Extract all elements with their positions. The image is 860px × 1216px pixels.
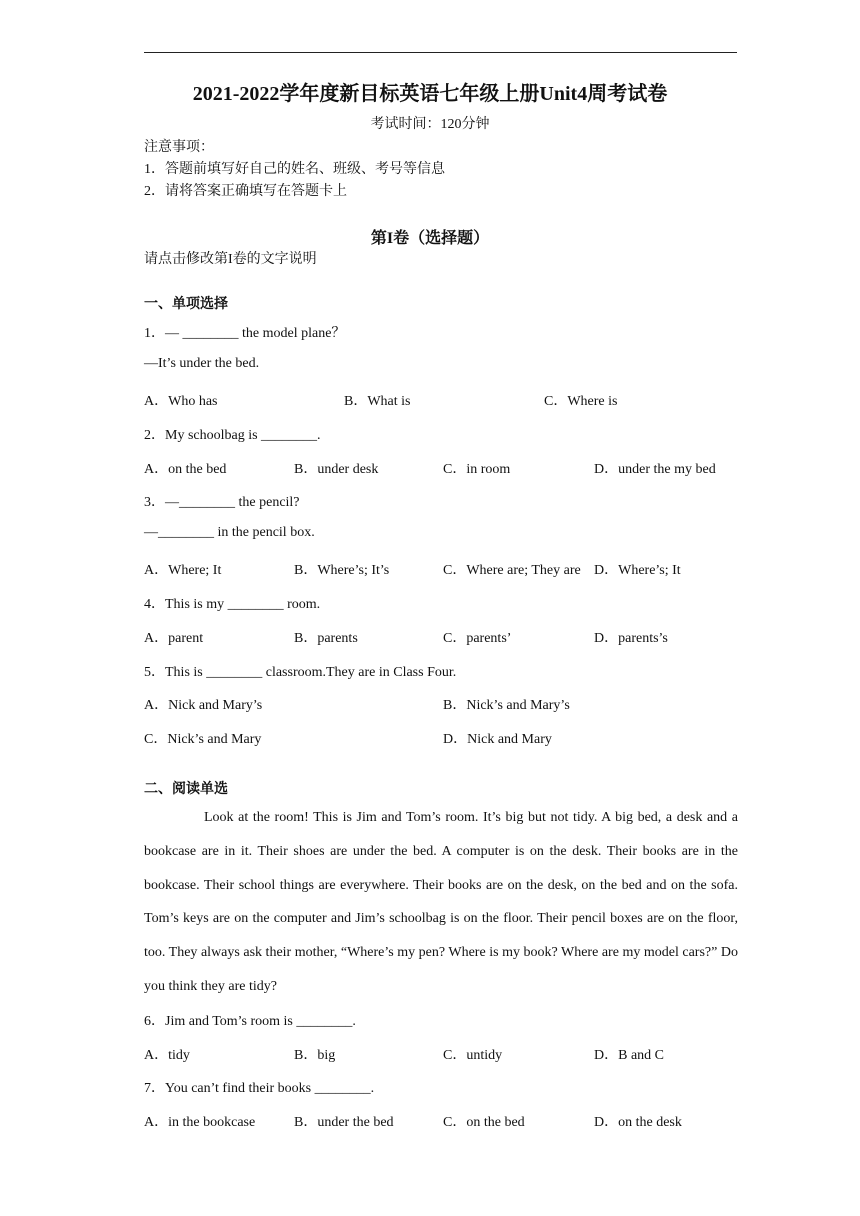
answer-option: B．Where’s; It’s (294, 563, 390, 578)
answer-option: D．Nick and Mary (443, 732, 552, 747)
answer-option: D．parents’s (594, 631, 668, 646)
question-stem: 5．This is ________ classroom.They are in Class Four. (144, 665, 457, 680)
answer-option: D．Where’s; It (594, 563, 681, 578)
part-title: 第I卷（选择题） (370, 230, 490, 247)
exam-title: 2021-2022学年度新目标英语七年级上册Unit4周考试卷 (192, 83, 668, 105)
answer-option: A．Nick and Mary’s (144, 698, 263, 713)
answer-option: A．Who has (144, 394, 218, 409)
question-line: —It’s under the bed. (144, 356, 260, 371)
answer-option: D．under the my bed (594, 462, 716, 477)
answer-option: B．under the bed (294, 1115, 394, 1130)
note-item: 2．请将答案正确填写在答题卡上 (144, 184, 347, 199)
notes-heading: 注意事项： (144, 140, 214, 155)
answer-option: C．Nick’s and Mary (144, 732, 262, 747)
question-stem: 2．My schoolbag is ________. (144, 428, 321, 443)
answer-option: A．Where; It (144, 563, 222, 578)
exam-time: 考试时间：120分钟 (370, 117, 490, 132)
answer-option: C．Where are; They are (443, 563, 581, 578)
question-stem: 4．This is my ________ room. (144, 597, 321, 612)
answer-option: A．parent (144, 631, 204, 646)
answer-option: D．B and C (594, 1048, 664, 1063)
question-stem: 1．— ________ the model plane？ (144, 326, 346, 341)
reading-passage (144, 801, 738, 1004)
answer-option: B．big (294, 1048, 336, 1063)
answer-option: C．on the bed (443, 1115, 525, 1130)
answer-option: B．Nick’s and Mary’s (443, 698, 570, 713)
answer-option: A．on the bed (144, 462, 227, 477)
answer-option: A．in the bookcase (144, 1115, 256, 1130)
section-heading: 一、单项选择 (144, 295, 228, 311)
answer-option: B．What is (344, 394, 411, 409)
question-stem: 7．You can’t find their books ________. (144, 1081, 375, 1096)
question-stem: 3．—________ the pencil? (144, 495, 300, 510)
answer-option: C．in room (443, 462, 511, 477)
answer-option: B．parents (294, 631, 358, 646)
answer-option: C．parents’ (443, 631, 512, 646)
question-line: —________ in the pencil box. (144, 525, 315, 540)
answer-option: C．Where is (544, 394, 618, 409)
answer-option: C．untidy (443, 1048, 503, 1063)
answer-option: D．on the desk (594, 1115, 682, 1130)
note-item: 1．答题前填写好自己的姓名、班级、考号等信息 (144, 162, 445, 177)
answer-option: A．tidy (144, 1048, 190, 1063)
question-stem: 6．Jim and Tom’s room is ________. (144, 1014, 356, 1029)
answer-option: B．under desk (294, 462, 379, 477)
section-heading: 二、阅读单选 (144, 780, 228, 796)
passage-text: Look at the room! This is Jim and Tom’s room. It’s big but not tidy. A big bed, a desk and a bookcase are in it. Their shoes are under the bed. A computer is on the desk. Their books are in the bookcase. Their school things are everywhere. Their books are on the desk, on the bed and on the sofa. Tom’s keys are on the computer and Jim’s schoolbag is on the floor. Their pencil boxes are on the floor, too. They always ask their mother, “Where’s my pen? Where is my book? Where are my model cars?” Do you think they are tidy? (144, 810, 738, 994)
part-description: 请点击修改第I卷的文字说明 (144, 252, 317, 267)
header-rule (144, 52, 737, 53)
